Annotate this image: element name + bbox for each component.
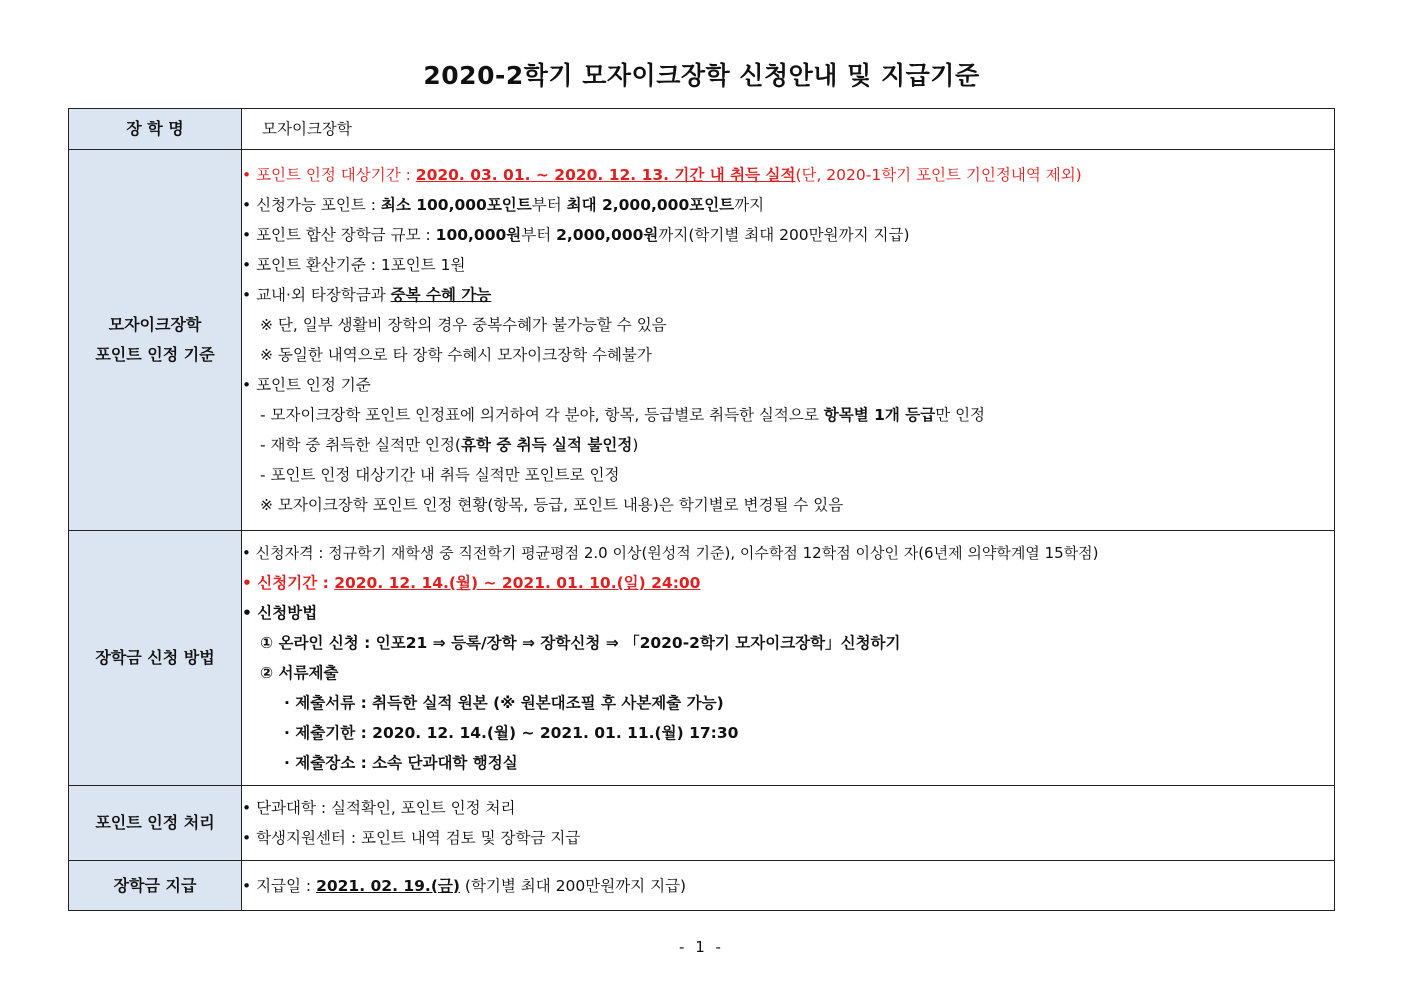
criteria-point-range-line: • 신청가능 포인트 : 최소 100,000포인트부터 최대 2,000,000포인트까지 xyxy=(242,196,765,214)
apply-document-required: · 제출서류 : 취득한 실적 원본 (※ 원본대조필 후 사본제출 가능) xyxy=(284,694,724,712)
apply-document-step: ② 서류제출 xyxy=(260,664,339,682)
criteria-duplicate-line: • 교내·외 타장학금과 중복 수혜 가능 xyxy=(242,286,492,304)
row-body-scholarship-name xyxy=(242,109,1335,150)
criteria-note-living-cost: ※ 단, 일부 생활비 장학의 경우 중복수혜가 불가능할 수 있음 xyxy=(260,316,667,334)
row-body-payment xyxy=(242,861,1335,911)
row-header-point-criteria-line2: 포인트 인정 기준 xyxy=(95,345,215,364)
apply-document-deadline: · 제출기한 : 2020. 12. 14.(월) ~ 2021. 01. 11.(월) 17:30 xyxy=(284,724,739,742)
page-number: - 1 - xyxy=(679,938,724,956)
criteria-standard-heading: • 포인트 인정 기준 xyxy=(242,376,371,394)
scholarship-info-table xyxy=(68,108,1335,911)
apply-online-step: ① 온라인 신청 : 인포21 ⇒ 등록/장학 ⇒ 장학신청 ⇒ 「2020-2학기 모자이크장학」신청하기 xyxy=(260,634,901,652)
criteria-standard-item-1: - 모자이크장학 포인트 인정표에 의거하여 각 분야, 항목, 등급별로 취득한 실적으로 항목별 1개 등급만 인정 xyxy=(260,406,986,424)
criteria-conversion-line: • 포인트 환산기준 : 1포인트 1원 xyxy=(242,256,466,274)
row-header-point-processing: 포인트 인정 처리 xyxy=(69,786,242,861)
criteria-standard-item-2: - 재학 중 취득한 실적만 인정(휴학 중 취득 실적 불인정) xyxy=(260,436,639,454)
table-row-payment xyxy=(69,861,1335,911)
criteria-standard-note: ※ 모자이크장학 포인트 인정 현황(항목, 등급, 포인트 내용)은 학기별로 변경될 수 있음 xyxy=(260,496,844,514)
process-center-line: • 학생지원센터 : 포인트 내역 검토 및 장학금 지급 xyxy=(242,829,581,847)
row-header-point-criteria xyxy=(69,150,242,531)
apply-method-heading: • 신청방법 xyxy=(242,604,318,622)
apply-document-location: · 제출장소 : 소속 단과대학 행정실 xyxy=(284,754,518,772)
row-body-application-method xyxy=(242,531,1335,786)
row-header-payment: 장학금 지급 xyxy=(69,861,242,911)
table-row-point-criteria xyxy=(69,150,1335,531)
criteria-standard-item-3: - 포인트 인정 대상기간 내 취득 실적만 포인트로 인정 xyxy=(260,466,620,484)
criteria-amount-line: • 포인트 합산 장학금 규모 : 100,000원부터 2,000,000원까지(학기별 최대 200만원까지 지급) xyxy=(242,226,910,244)
process-college-line: • 단과대학 : 실적확인, 포인트 인정 처리 xyxy=(242,799,516,817)
criteria-period-line: • 포인트 인정 대상기간 : 2020. 03. 01. ~ 2020. 12. 13. 기간 내 취득 실적(단, 2020-1학기 포인트 기인정내역 제외) xyxy=(242,166,1082,184)
row-header-point-criteria-line1: 모자이크장학 xyxy=(108,315,202,334)
apply-period-line: • 신청기간 : 2020. 12. 14.(월) ~ 2021. 01. 10.(일) 24:00 xyxy=(242,574,701,592)
row-body-point-criteria xyxy=(242,150,1335,531)
criteria-note-same-record: ※ 동일한 내역으로 타 장학 수혜시 모자이크장학 수혜불가 xyxy=(260,346,652,364)
table-row-scholarship-name xyxy=(69,109,1335,150)
payment-date: 2021. 02. 19.(금) xyxy=(316,876,460,895)
table-row-application-method xyxy=(69,531,1335,786)
apply-eligibility-line: • 신청자격 : 정규학기 재학생 중 직전학기 평균평점 2.0 이상(원성적 기준), 이수학점 12학점 이상인 자(6년제 의약학계열 15학점) xyxy=(242,544,1099,562)
criteria-period-dates: 2020. 03. 01. ~ 2020. 12. 13. 기간 내 취득 실적 xyxy=(415,166,796,184)
document-title: 2020-2학기 모자이크장학 신청안내 및 지급기준 xyxy=(423,61,980,90)
scholarship-name-value: 모자이크장학 xyxy=(262,120,352,138)
row-body-point-processing xyxy=(242,786,1335,861)
payment-date-line: • 지급일 : 2021. 02. 19.(금) (학기별 최대 200만원까지 지급) xyxy=(242,876,687,895)
table-row-point-processing xyxy=(69,786,1335,861)
apply-period-dates: 2020. 12. 14.(월) ~ 2021. 01. 10.(일) 24:00 xyxy=(334,574,701,592)
row-header-scholarship-name: 장 학 명 xyxy=(69,109,242,150)
row-header-application-method: 장학금 신청 방법 xyxy=(69,531,242,786)
